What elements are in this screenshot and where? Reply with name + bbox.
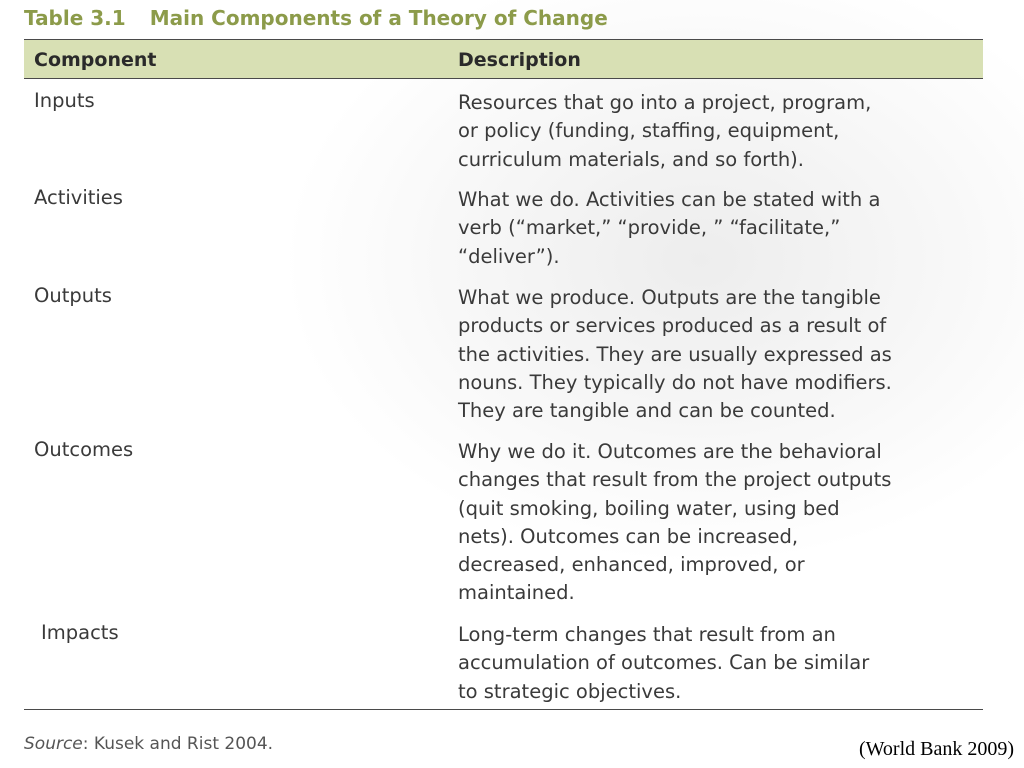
row-component: Outcomes bbox=[34, 438, 134, 461]
description-line: verb (“market,” “provide, ” “facilitate,” bbox=[458, 216, 841, 240]
description-line: to strategic objectives. bbox=[458, 679, 682, 703]
row-component: Inputs bbox=[34, 89, 95, 112]
row-description bbox=[458, 89, 871, 174]
description-line: (quit smoking, boiling water, using bed bbox=[458, 496, 840, 520]
row-component: Activities bbox=[34, 186, 123, 209]
source-text: : Kusek and Rist 2004. bbox=[82, 734, 274, 754]
source-label: Source bbox=[24, 734, 83, 754]
table-number: Table 3.1 bbox=[24, 6, 126, 30]
description-line: Long-term changes that result from an bbox=[458, 623, 836, 646]
credit-citation: (World Bank 2009) bbox=[858, 738, 1014, 760]
row-description bbox=[458, 438, 891, 608]
description-line: maintained. bbox=[458, 581, 575, 605]
table-title bbox=[24, 6, 608, 30]
column-header-component: Component bbox=[34, 49, 157, 71]
row-component: Impacts bbox=[41, 621, 119, 644]
description-line: What we produce. Outputs are the tangible bbox=[458, 286, 881, 309]
description-line: nouns. They typically do not have modifiers. bbox=[458, 370, 892, 394]
row-component: Outputs bbox=[34, 284, 112, 307]
column-header-description: Description bbox=[458, 49, 581, 71]
table-header-row bbox=[24, 39, 983, 79]
row-description bbox=[458, 284, 892, 425]
description-line: products or services produced as a result of bbox=[458, 314, 887, 338]
row-description bbox=[458, 621, 869, 706]
source-note bbox=[24, 734, 273, 754]
description-line: Resources that go into a project, program, bbox=[458, 91, 872, 114]
description-line: or policy (funding, staffing, equipment, bbox=[458, 119, 840, 143]
description-line: changes that result from the project outputs bbox=[458, 468, 892, 492]
row-description bbox=[458, 186, 880, 271]
description-line: Why we do it. Outcomes are the behavioral bbox=[458, 440, 882, 463]
description-line: accumulation of outcomes. Can be similar bbox=[458, 651, 870, 675]
description-line: What we do. Activities can be stated with a bbox=[458, 188, 881, 211]
description-line: the activities. They are usually expressed as bbox=[458, 342, 892, 366]
description-line: They are tangible and can be counted. bbox=[458, 399, 836, 423]
table-bottom-rule bbox=[24, 709, 983, 710]
description-line: “deliver”). bbox=[458, 244, 560, 268]
description-line: decreased, enhanced, improved, or bbox=[458, 553, 805, 577]
description-line: curriculum materials, and so forth). bbox=[458, 147, 804, 171]
table-title-text: Main Components of a Theory of Change bbox=[149, 6, 608, 30]
description-line: nets). Outcomes can be increased, bbox=[458, 524, 799, 548]
